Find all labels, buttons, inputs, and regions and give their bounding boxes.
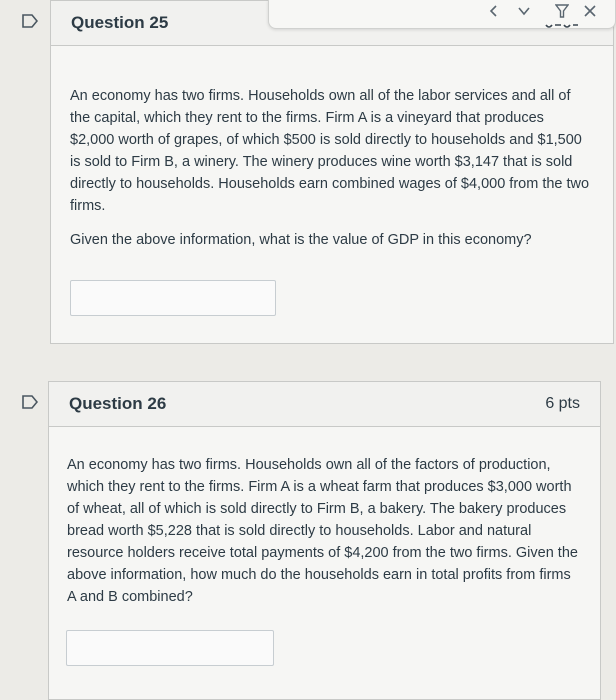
chevron-down-icon[interactable] (517, 4, 531, 18)
question-26-paragraph: An economy has two firms. Households own all of the factors of production, which they rent to the firms. Firm A is a wheat farm that produces $3,000 worth of wheat, all of which is sold directly to Firm B, a bakery. The bakery produces bread worth $5,228 that is sold directly to households. Labor and natural resource holders receive total payments of $4,200 from the two firms. Given the above information, how much do the households earn in total profits from firms A and B combined? (67, 457, 578, 605)
question-26-header (49, 382, 600, 427)
question-26-text (67, 454, 582, 608)
question-26-points: 6 pts (545, 395, 580, 412)
question-25-card (50, 0, 614, 344)
points-partial-icon (545, 22, 579, 30)
question-25-paragraph: An economy has two firms. Households own all of the labor services and all of the capital, which they rent to the firms. Firm A is a vineyard that produces $2,000 worth of grapes, of which $500 is sold directly to households and $1,500 is sold to Firm B, a winery. The winery produces wine worth $3,147 that is sold directly to households. Households earn combined wages of $4,000 from the two firms. (70, 88, 590, 214)
funnel-icon[interactable] (555, 4, 569, 18)
question-26-answer-input[interactable] (66, 630, 274, 666)
flag-question-26-icon[interactable] (22, 395, 38, 409)
question-nav-popup (268, 0, 616, 29)
chevron-left-icon[interactable] (487, 4, 501, 18)
question-25-prompt: Given the above information, what is the value of GDP in this economy? (70, 232, 532, 248)
question-25-text (70, 85, 590, 251)
close-icon[interactable] (583, 4, 597, 18)
question-26-title: Question 26 (69, 394, 167, 413)
question-25-answer-input[interactable] (70, 280, 276, 316)
question-25-title: Question 25 (71, 13, 169, 32)
flag-question-25-icon[interactable] (22, 14, 38, 28)
question-26-card (48, 381, 601, 700)
